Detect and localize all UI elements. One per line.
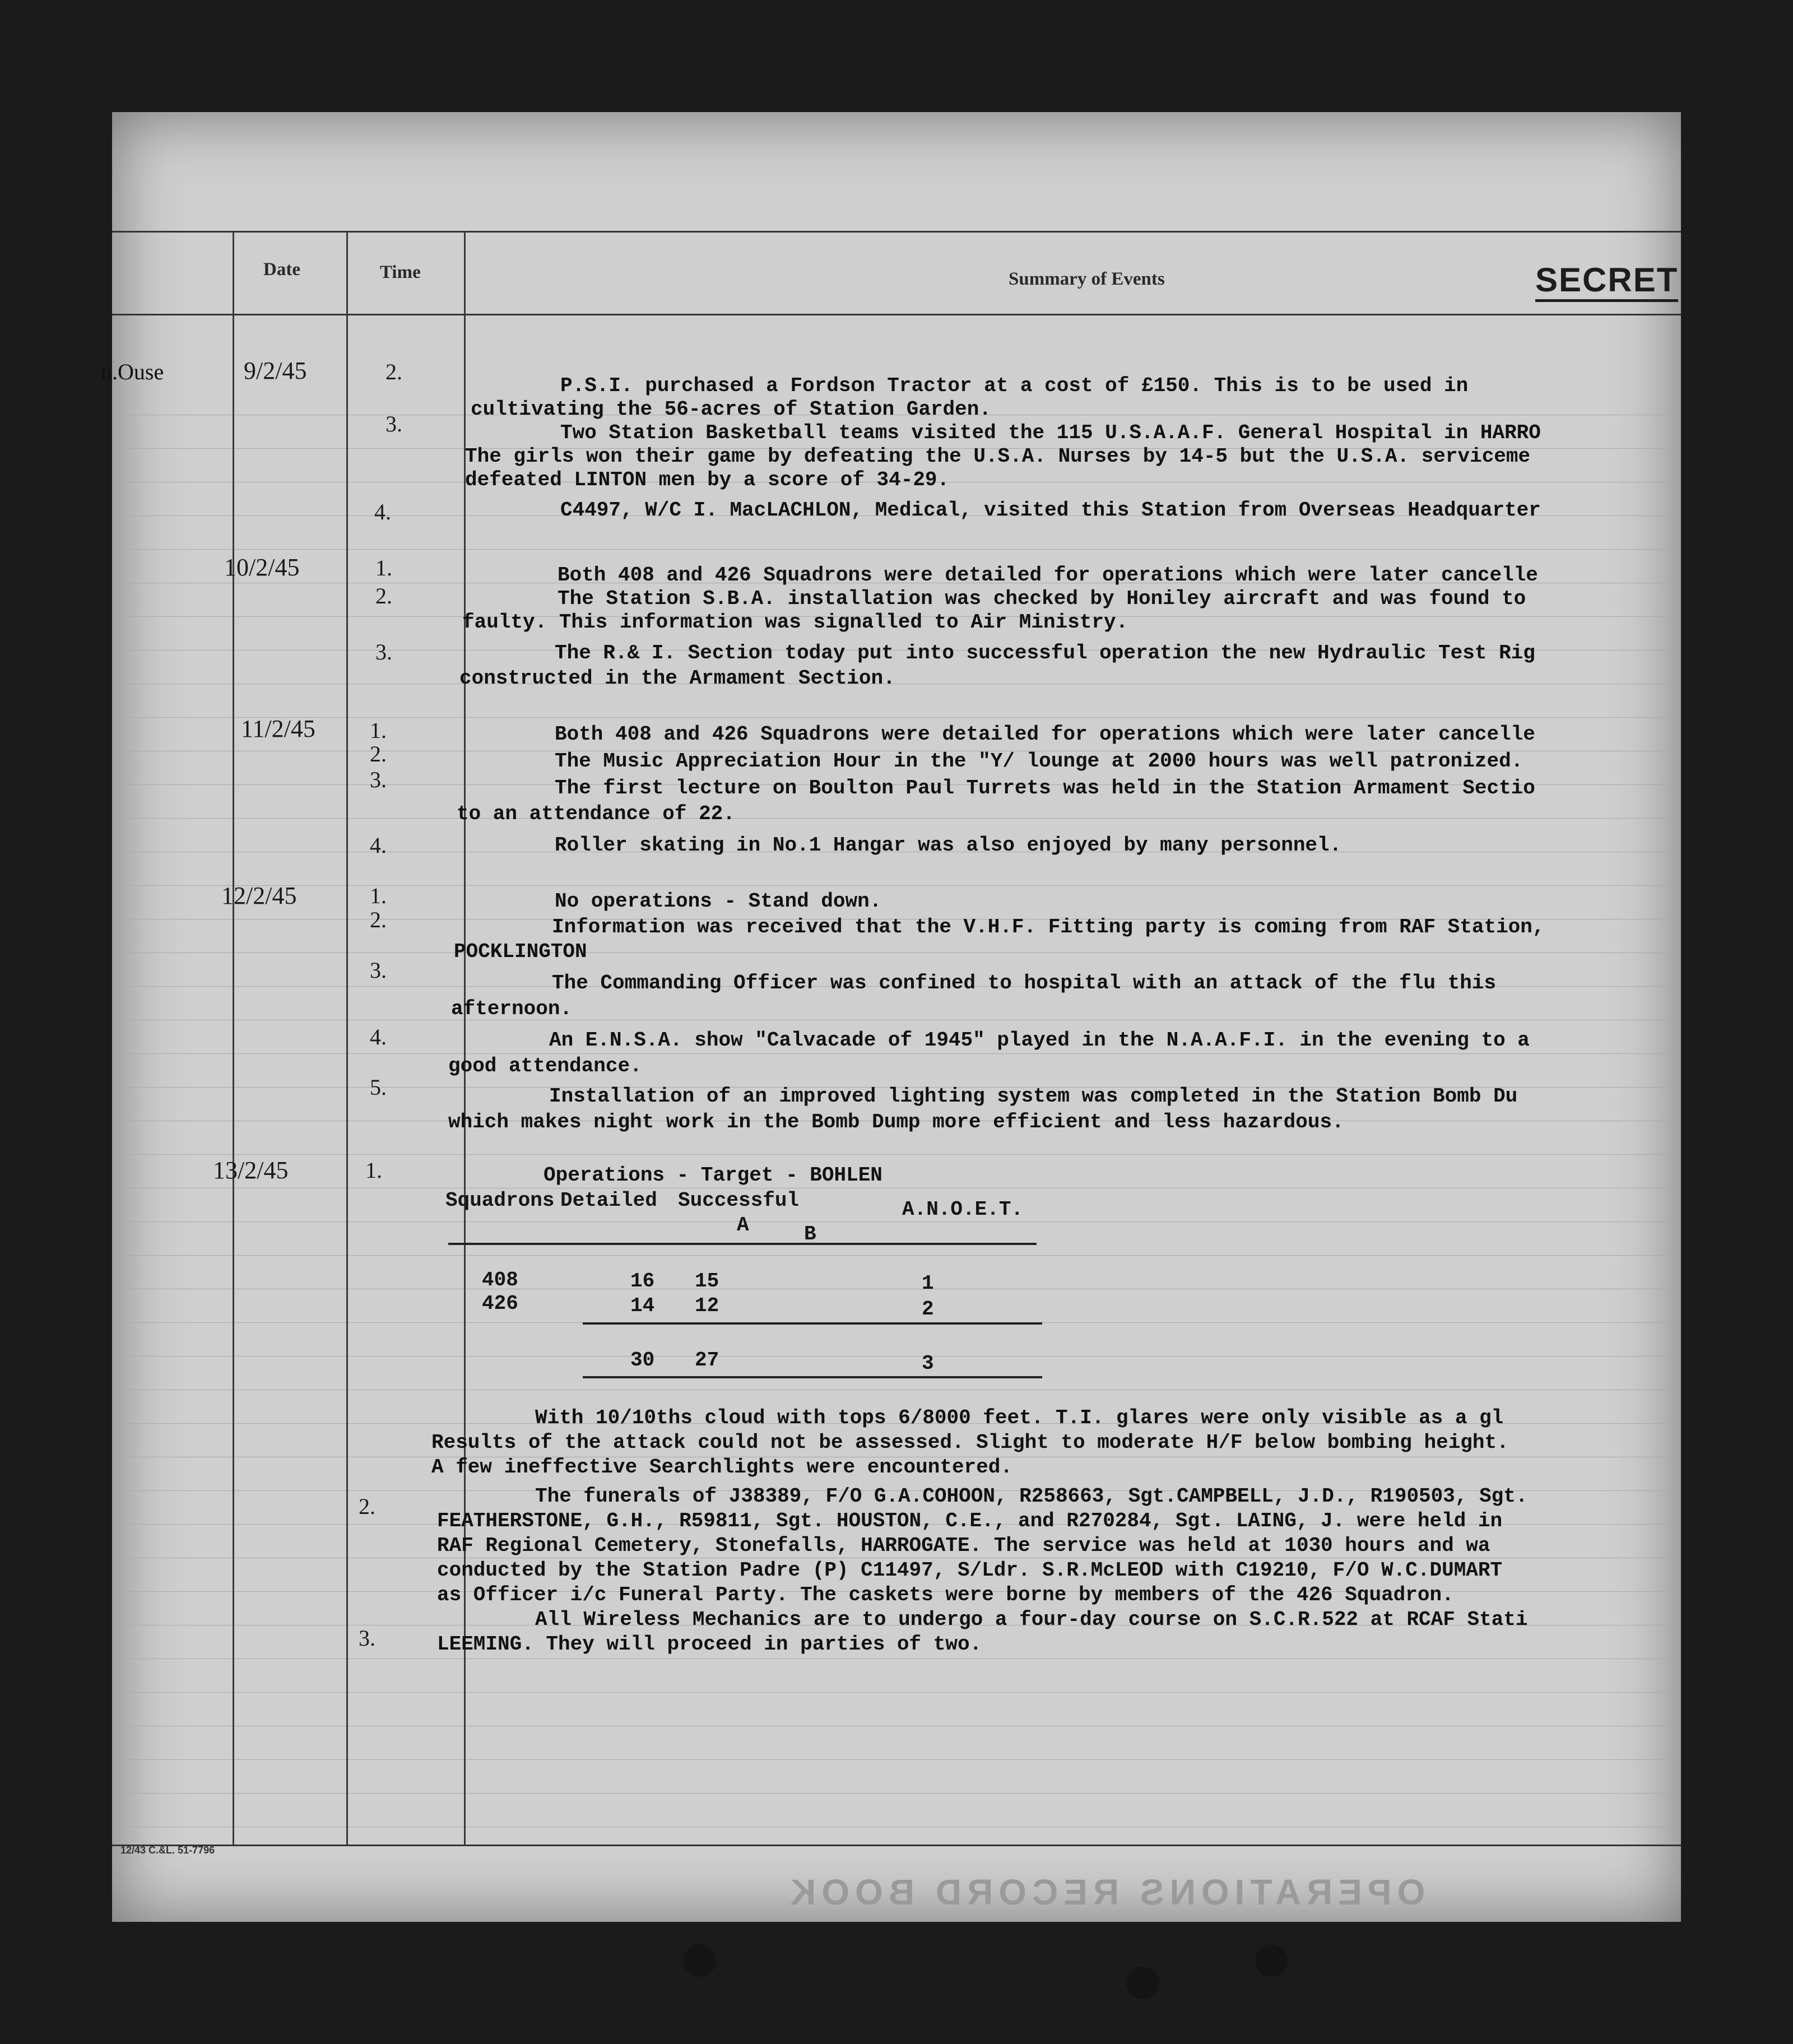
ops-row-anoet: 1 [922, 1272, 934, 1295]
entry-text: A few ineffective Searchlights were encountered. [431, 1456, 1012, 1479]
entry-text: No operations - Stand down. [555, 890, 882, 913]
ops-total-detailed: 30 [630, 1349, 655, 1372]
entry-text: as Officer i/c Funeral Party. The caskets were borne by members of the 426 Squadron. [437, 1583, 1454, 1606]
ops-header-b: B [804, 1223, 816, 1246]
form-footer: 12/43 C.&L. 51-7796 [120, 1845, 215, 1856]
entry-text: All Wireless Mechanics are to undergo a four-day course on S.C.R.522 at RCAF Stati [535, 1608, 1528, 1631]
time-column-header: Time [380, 262, 421, 282]
entry-text: Two Station Basketball teams visited the 115 U.S.A.A.F. General Hospital in HARRO [560, 421, 1541, 444]
entry-text: The Music Appreciation Hour in the "Y/ lounge at 2000 hours was well patronized. [555, 750, 1523, 773]
entry-text: RAF Regional Cemetery, Stonefalls, HARROGATE. The service was held at 1030 hours and wa [437, 1534, 1490, 1557]
ops-total-anoet: 3 [922, 1352, 934, 1375]
item-number: 4. [370, 833, 387, 858]
item-number: 3. [370, 767, 387, 792]
table-rule [583, 1322, 1042, 1325]
entry-date: 13/2/45 [213, 1156, 289, 1184]
entry-text: conducted by the Station Padre (P) C11497, S/Ldr. S.R.McLEOD with C19210, F/O W.C.DUMART [437, 1559, 1503, 1582]
entry-text: P.S.I. purchased a Fordson Tractor at a cost of £150. This is to be used in [560, 374, 1469, 397]
entry-date: 9/2/45 [244, 357, 307, 384]
item-number: 1. [370, 718, 387, 743]
item-number: 2. [370, 741, 387, 767]
item-number: 2. [375, 583, 392, 608]
entry-text: With 10/10ths cloud with tops 6/8000 feet. T.I. glares were only visible as a gl [535, 1406, 1504, 1429]
item-number: 2. [359, 1494, 375, 1519]
entry-text: Operations - Target - BOHLEN [544, 1164, 882, 1187]
table-rule [583, 1376, 1042, 1378]
entry-text: cultivating the 56-acres of Station Garden. [471, 398, 991, 421]
column-divider [346, 231, 348, 1845]
entry-text: constructed in the Armament Section. [459, 667, 895, 690]
ops-row-anoet: 2 [922, 1298, 934, 1321]
punch-hole [1126, 1967, 1159, 1999]
ops-row-successful: 15 [695, 1270, 719, 1293]
entry-text: Installation of an improved lighting system was completed in the Station Bomb Du [549, 1085, 1518, 1108]
item-number: 1. [375, 555, 392, 580]
ops-total-successful: 27 [695, 1349, 719, 1372]
entry-date: 10/2/45 [224, 554, 300, 581]
item-number: 1. [370, 883, 387, 908]
entry-text: The Station S.B.A. installation was checked by Honiley aircraft and was found to [558, 587, 1526, 610]
punch-hole [1255, 1944, 1288, 1977]
entry-text: POCKLINGTON [454, 940, 587, 963]
item-number: 3. [359, 1625, 375, 1651]
entry-text: The girls won their game by defeating the U.S.A. Nurses by 14-5 but the U.S.A. serviceme [465, 445, 1531, 468]
ops-header-a: A [737, 1214, 749, 1237]
entry-text: Both 408 and 426 Squadrons were detailed for operations which were later cancelle [558, 564, 1538, 587]
entry-text: which makes night work in the Bomb Dump more efficient and less hazardous. [448, 1111, 1344, 1134]
punch-hole [684, 1944, 716, 1977]
summary-column-header: Summary of Events [1009, 269, 1165, 289]
entry-text: An E.N.S.A. show "Calvacade of 1945" played in the N.A.A.F.I. in the evening to a [549, 1029, 1530, 1052]
column-divider [233, 231, 234, 1845]
entry-text: Both 408 and 426 Squadrons were detailed for operations which were later cancelle [555, 723, 1535, 746]
record-sheet [101, 112, 1681, 1922]
record-book-stamp: OPERATIONS RECORD BOOK [784, 1872, 1425, 1912]
item-number: 3. [375, 639, 392, 665]
entry-text: Roller skating in No.1 Hangar was also enjoyed by many personnel. [555, 834, 1342, 857]
item-number: 1. [365, 1158, 382, 1183]
item-number: 4. [374, 499, 391, 524]
ops-header-anoet: A.N.O.E.T. [902, 1198, 1024, 1221]
item-number: 3. [370, 958, 387, 983]
item-number: 3. [385, 411, 402, 436]
ops-header-successful: Successful [678, 1189, 800, 1212]
place-label: n.Ouse [101, 359, 164, 384]
entry-text: defeated LINTON men by a score of 34-29. [465, 468, 950, 491]
ops-row-detailed: 16 [630, 1270, 655, 1293]
item-number: 2. [385, 359, 402, 384]
entry-text: to an attendance of 22. [457, 802, 735, 825]
ops-row-detailed: 14 [630, 1294, 655, 1317]
entry-text: The funerals of J38389, F/O G.A.COHOON, R258663, Sgt.CAMPBELL, J.D., R190503, Sgt. [535, 1485, 1528, 1508]
ops-header-squadrons: Squadrons [445, 1189, 555, 1212]
item-number: 2. [370, 907, 387, 932]
item-number: 4. [370, 1024, 387, 1049]
entry-text: faulty. This information was signalled to Air Ministry. [462, 611, 1128, 634]
entry-text: LEEMING. They will proceed in parties of two. [437, 1633, 982, 1656]
entry-text: The Commanding Officer was confined to hospital with an attack of the flu this [552, 972, 1497, 995]
entry-text: The first lecture on Boulton Paul Turrets was held in the Station Armament Sectio [555, 777, 1535, 800]
entry-text: C4497, W/C I. MacLACHLON, Medical, visited this Station from Overseas Headquarter [560, 499, 1541, 522]
ops-header-detailed: Detailed [560, 1189, 657, 1212]
entry-date: 11/2/45 [241, 715, 315, 742]
item-number: 5. [370, 1075, 387, 1100]
ops-row-squadron: 408 [482, 1269, 518, 1292]
date-column-header: Date [263, 259, 300, 280]
entry-text: Information was received that the V.H.F. Fitting party is coming from RAF Station, [552, 916, 1545, 939]
entry-text: afternoon. [451, 997, 573, 1020]
entry-date: 12/2/45 [221, 882, 297, 909]
sheet-bottom-line [112, 1845, 1681, 1846]
classification-label: SECRET [1535, 261, 1678, 302]
entry-text: Results of the attack could not be assessed. Slight to moderate H/F below bombing height. [431, 1431, 1509, 1454]
entry-text: FEATHERSTONE, G.H., R59811, Sgt. HOUSTON, C.E., and R270284, Sgt. LAING, J. were held in [437, 1509, 1503, 1532]
table-rule [448, 1243, 1037, 1245]
ops-row-successful: 12 [695, 1294, 719, 1317]
entry-text: good attendance. [448, 1054, 642, 1077]
entry-text: The R.& I. Section today put into successful operation the new Hydraulic Test Rig [555, 642, 1535, 665]
ops-row-squadron: 426 [482, 1292, 518, 1315]
